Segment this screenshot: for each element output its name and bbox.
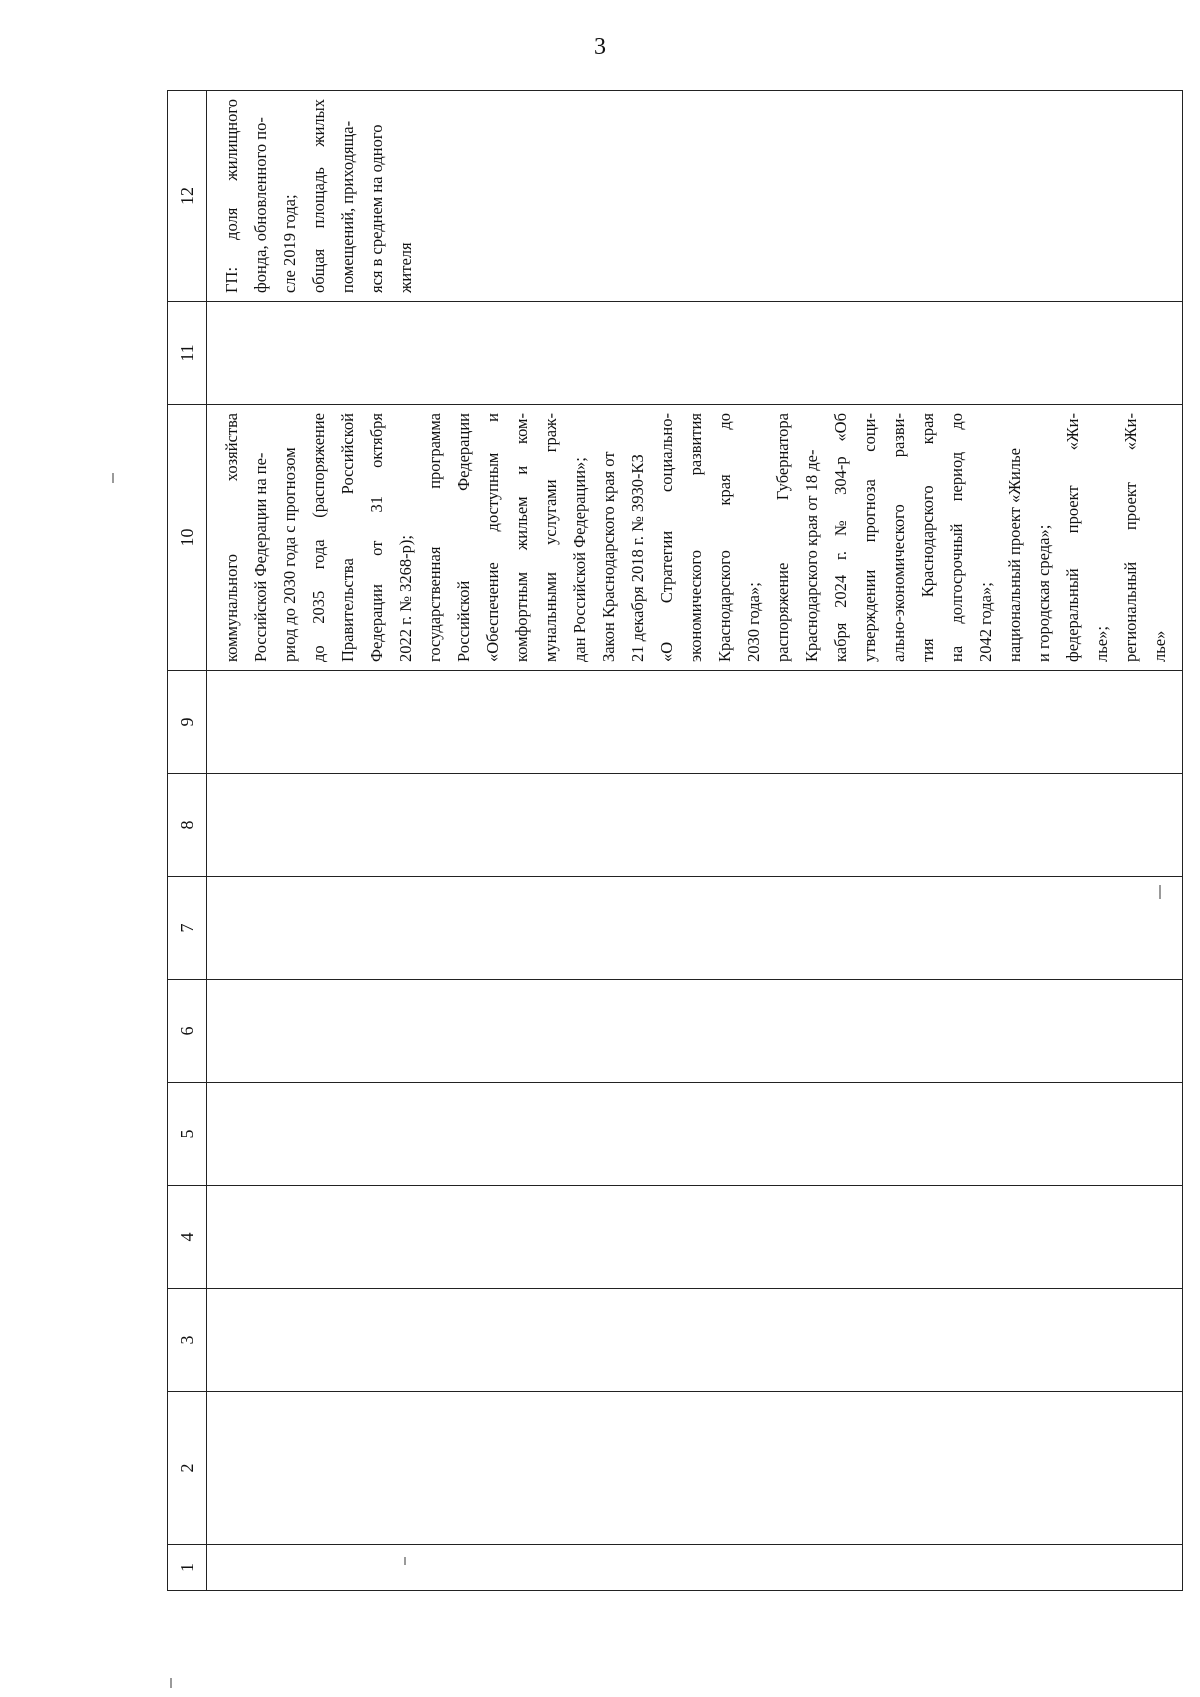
cell-line: дан Российской Федерации»; (570, 457, 589, 662)
legal-basis-text (207, 405, 1182, 670)
cell-line: на долгосрочный период до (947, 413, 966, 662)
table-cell-col8 (207, 774, 1183, 877)
cell-line: 2042 года»; (976, 582, 995, 662)
cell-line: коммунального хозяйства (222, 413, 241, 662)
cell-line: комфортным жильем и ком- (512, 413, 531, 662)
table-cell-col5 (207, 1083, 1183, 1186)
column-header-5: 5 (168, 1083, 207, 1186)
cell-line: Краснодарского края от 18 де- (802, 449, 821, 662)
column-header-4: 4 (168, 1186, 207, 1289)
cell-line: национальный проект «Жилье (1005, 448, 1024, 662)
page-number: 3 (594, 34, 606, 60)
cell-line: Российской Федерации на пе- (251, 452, 270, 662)
table-cell-col9 (207, 671, 1183, 774)
cell-line: государственная программа (425, 413, 444, 662)
column-header-8: 8 (168, 774, 207, 877)
table-cell-col11 (207, 302, 1183, 405)
cell-line: экономического развития (686, 413, 705, 662)
cell-line: «Обеспечение доступным и (483, 413, 502, 662)
scan-mark (112, 473, 114, 483)
cell-line: Федерации от 31 октября (367, 413, 386, 662)
table-cell-col3 (207, 1289, 1183, 1392)
column-header-7: 7 (168, 877, 207, 980)
cell-line: жителя (396, 242, 415, 293)
cell-line: яся в среднем на одного (367, 124, 386, 293)
cell-line: Правительства Российской (338, 413, 357, 662)
rotated-table-wrapper (167, 91, 1169, 1591)
cell-line: ально-экономического разви- (889, 413, 908, 662)
scan-mark (404, 1557, 406, 1565)
table-cell-col2 (207, 1392, 1183, 1545)
cell-line: распоряжение Губернатора (773, 413, 792, 662)
data-table (167, 90, 1183, 1591)
indicators-text (207, 91, 428, 301)
cell-line: помещений, приходяща- (338, 120, 357, 293)
table-row (207, 91, 1183, 1591)
scan-mark (1159, 885, 1161, 899)
table-cell-col4 (207, 1186, 1183, 1289)
cell-line: ГП: доля жилищного (222, 99, 241, 293)
cell-line: лье»; (1092, 626, 1111, 662)
cell-line: Краснодарского края до (715, 413, 734, 662)
cell-line: сле 2019 года; (280, 194, 299, 293)
cell-line: региональный проект «Жи- (1121, 413, 1140, 662)
cell-line: кабря 2024 г. № 304-р «Об (831, 413, 850, 662)
cell-line: тия Краснодарского края (918, 413, 937, 662)
cell-line: до 2035 года (распоряжение (309, 413, 328, 662)
column-header-10: 10 (168, 405, 207, 671)
cell-line: 2030 года»; (744, 582, 763, 662)
cell-line: федеральный проект «Жи- (1063, 413, 1082, 662)
table-cell-col7 (207, 877, 1183, 980)
column-header-9: 9 (168, 671, 207, 774)
header-row (168, 91, 207, 1591)
column-header-6: 6 (168, 980, 207, 1083)
column-header-12: 12 (168, 91, 207, 302)
cell-line: Российской Федерации (454, 413, 473, 662)
cell-line: лье» (1150, 630, 1169, 662)
cell-line: риод до 2030 года с прогнозом (280, 447, 299, 662)
column-header-3: 3 (168, 1289, 207, 1392)
cell-line: мунальными услугами граж- (541, 413, 560, 662)
cell-line: Закон Краснодарского края от (599, 451, 618, 662)
column-header-1: 1 (168, 1545, 207, 1591)
table-cell-col6 (207, 980, 1183, 1083)
table-cell-col1 (207, 1545, 1183, 1591)
cell-line: фонда, обновленного по- (251, 117, 270, 293)
cell-line: и городская среда»; (1034, 524, 1053, 662)
cell-line: 2022 г. № 3268-р); (396, 535, 415, 662)
cell-line: 21 декабря 2018 г. № 3930-КЗ (628, 454, 647, 662)
cell-line: утверждении прогноза соци- (860, 413, 879, 662)
table-cell-col10 (207, 405, 1183, 671)
column-header-2: 2 (168, 1392, 207, 1545)
table-cell-col12 (207, 91, 1183, 302)
cell-line: общая площадь жилых (309, 99, 328, 293)
scan-mark (170, 1678, 172, 1688)
cell-line: «О Стратегии социально- (657, 413, 676, 662)
column-header-11: 11 (168, 302, 207, 405)
